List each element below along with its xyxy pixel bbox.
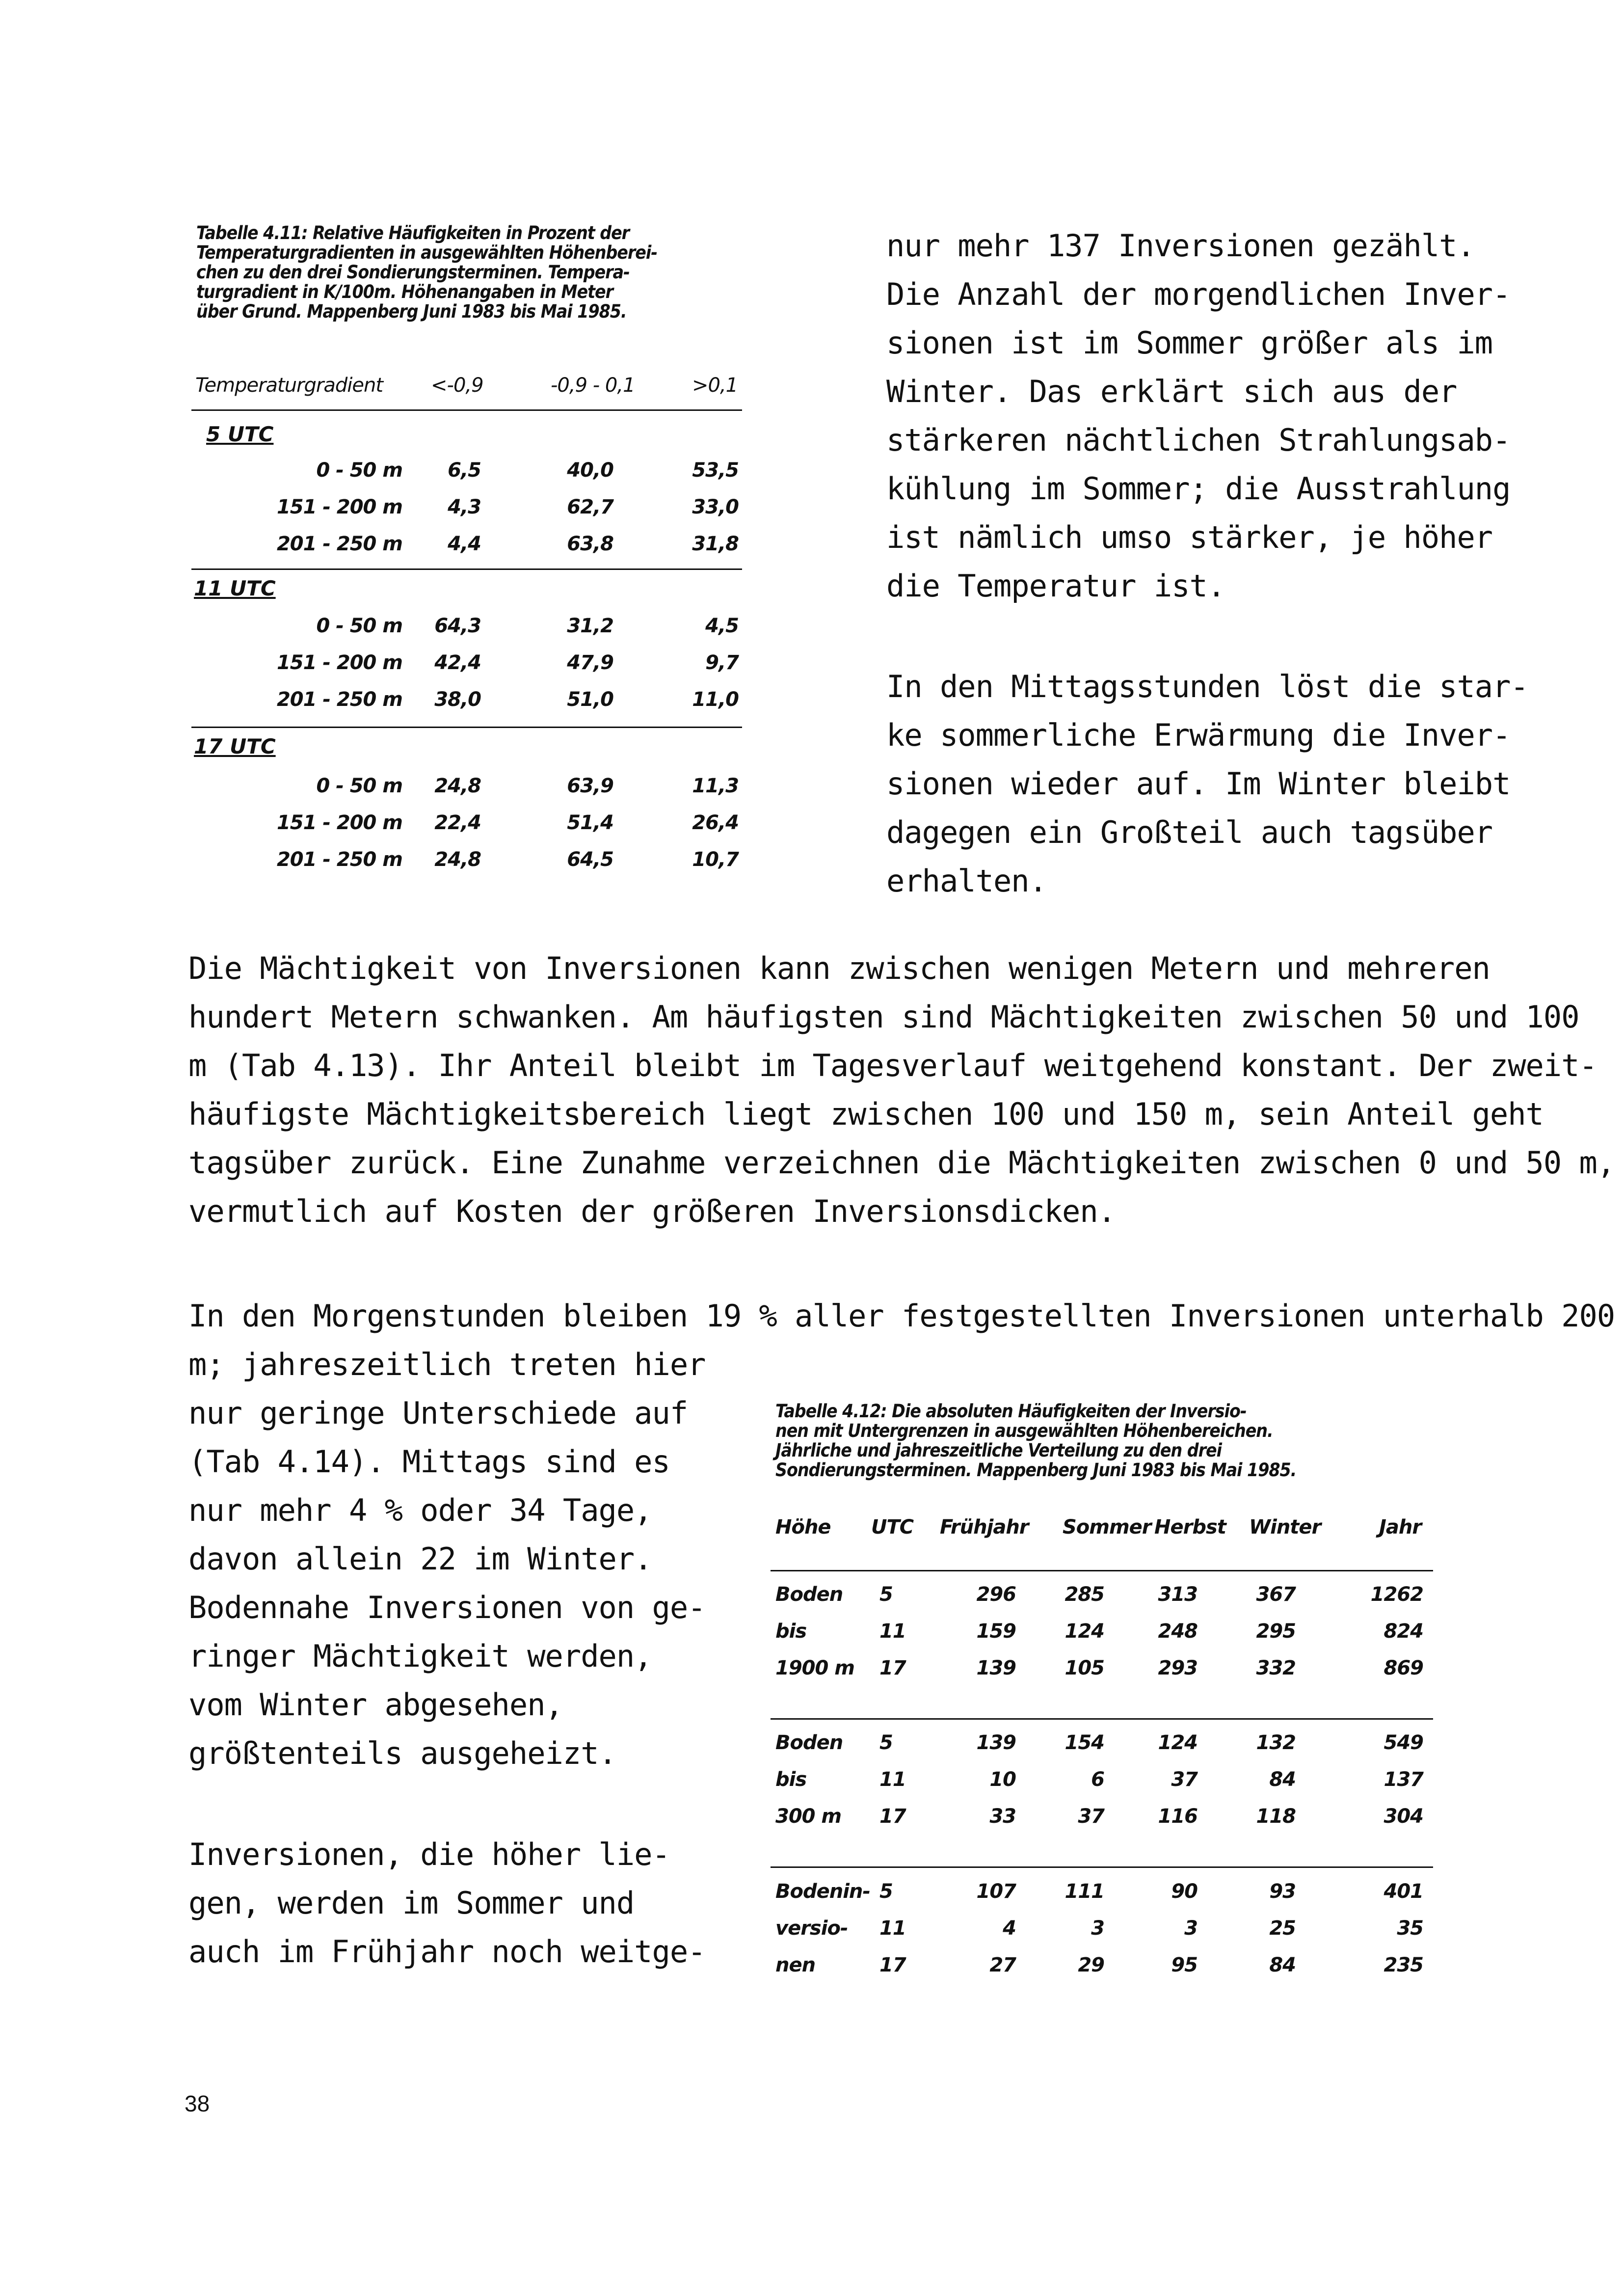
table-cell: 201 - 250 m <box>276 688 402 711</box>
table-4-12-rule <box>771 1718 1433 1720</box>
table-cell: 22,4 <box>434 811 481 834</box>
table-cell: 11 <box>879 1768 906 1791</box>
table-4-11-rule <box>191 409 742 411</box>
table-4-12-header-herbst: Herbst <box>1154 1516 1226 1539</box>
table-cell: 51,0 <box>567 688 613 711</box>
table-cell: 24,8 <box>434 848 481 871</box>
table-cell: bis <box>775 1768 807 1791</box>
table-cell: 24,8 <box>434 775 481 797</box>
full-width-paragraph-2-line-1: In den Morgenstunden bleiben 19 % aller festgestellten Inversionen unterhalb 200 <box>188 1298 1615 1334</box>
left-column-paragraph-2: m; jahreszeitlich treten hier nur geringe Unterschiede auf (Tab 4.14). Mittags sind es nur mehr 4 % oder 34 Tage, davon allein 22 im Winter. Bodennahe Inversionen von ge- ringer Mächtigkeit werden, vom Winter abgesehen, größtenteils ausgeheizt. <box>188 1347 706 1771</box>
table-cell: 31,8 <box>692 533 739 555</box>
table-cell: Boden <box>775 1731 843 1754</box>
table-cell: 53,5 <box>692 459 739 482</box>
table-cell: versio- <box>775 1917 848 1940</box>
table-4-11-rule <box>191 727 742 728</box>
table-cell: 42,4 <box>434 651 481 674</box>
table-cell: 124 <box>1064 1620 1104 1643</box>
table-cell: 64,3 <box>434 615 481 637</box>
table-4-12-header-sommer: Sommer <box>1063 1516 1151 1539</box>
table-cell: 47,9 <box>567 651 613 674</box>
table-4-11 <box>191 368 746 889</box>
table-cell: 107 <box>976 1880 1016 1903</box>
table-cell: 37 <box>1171 1768 1197 1791</box>
table-cell: 151 - 200 m <box>276 496 402 518</box>
table-cell: 824 <box>1384 1620 1423 1643</box>
table-cell: 26,4 <box>692 811 739 834</box>
table-cell: 31,2 <box>567 615 613 637</box>
table-cell: 33 <box>989 1805 1016 1828</box>
table-cell: 5 <box>879 1583 893 1606</box>
table-cell: 111 <box>1064 1880 1104 1903</box>
table-cell: 869 <box>1384 1657 1423 1679</box>
table-cell: 63,9 <box>567 775 613 797</box>
table-cell: 3 <box>1091 1917 1104 1940</box>
left-column-paragraph-3: Inversionen, die höher lie- gen, werden im Sommer und auch im Frühjahr noch weitge- <box>188 1837 706 1970</box>
table-4-11-group-17utc: 17 UTC <box>194 734 276 758</box>
table-cell: 25 <box>1269 1917 1296 1940</box>
table-cell: 4 <box>1003 1917 1016 1940</box>
table-cell: 0 - 50 m <box>316 615 402 637</box>
table-cell: 549 <box>1384 1731 1423 1754</box>
table-4-11-header-col1: <-0,9 <box>431 374 483 397</box>
table-4-12-header-fruehjahr: Frühjahr <box>940 1516 1029 1539</box>
table-cell: 51,4 <box>567 811 613 834</box>
table-4-12-header-utc: UTC <box>871 1516 914 1539</box>
table-cell: 296 <box>976 1583 1016 1606</box>
table-4-12-caption: Tabelle 4.12: Die absoluten Häufigkeiten der Inversio- nen mit Untergrenzen in ausgewählten Höhenbereichen. Jährliche und jahreszeitliche Verteilung zu den drei Sondierungsterminen. Mappenberg Juni 1983 bis Mai 1985. <box>775 1401 1297 1481</box>
table-cell: bis <box>775 1620 807 1643</box>
table-cell: 5 <box>879 1880 893 1903</box>
table-cell: 6,5 <box>448 459 481 482</box>
table-cell: 93 <box>1269 1880 1296 1903</box>
table-cell: 116 <box>1158 1805 1197 1828</box>
table-cell: 105 <box>1064 1657 1104 1679</box>
table-cell: 154 <box>1064 1731 1104 1754</box>
table-cell: 1262 <box>1370 1583 1423 1606</box>
table-cell: Boden <box>775 1583 843 1606</box>
table-4-12-header-hoehe: Höhe <box>775 1516 831 1539</box>
table-cell: 300 m <box>775 1805 842 1828</box>
table-cell: 90 <box>1171 1880 1197 1903</box>
table-cell: 4,3 <box>448 496 481 518</box>
table-cell: 118 <box>1256 1805 1296 1828</box>
table-4-11-group-5utc: 5 UTC <box>206 422 274 446</box>
table-cell: nen <box>775 1954 816 1976</box>
table-cell: 401 <box>1384 1880 1423 1903</box>
table-cell: 137 <box>1384 1768 1423 1791</box>
table-cell: 6 <box>1091 1768 1104 1791</box>
table-4-12-header-winter: Winter <box>1249 1516 1321 1539</box>
table-4-12-rule <box>771 1570 1433 1571</box>
right-column-paragraph-2: In den Mittagsstunden löst die star- ke sommerliche Erwärmung die Inver- sionen wieder auf. Im Winter bleibt dagegen ein Großteil auch tagsüber erhalten. <box>886 669 1528 899</box>
table-cell: 10 <box>989 1768 1016 1791</box>
table-cell: 95 <box>1171 1954 1197 1976</box>
table-cell: 17 <box>879 1954 906 1976</box>
table-cell: 159 <box>976 1620 1016 1643</box>
table-cell: 4,4 <box>448 533 481 555</box>
table-cell: 1900 m <box>775 1657 854 1679</box>
table-cell: 64,5 <box>567 848 613 871</box>
table-cell: 4,5 <box>705 615 739 637</box>
table-cell: 295 <box>1256 1620 1296 1643</box>
table-cell: 62,7 <box>567 496 613 518</box>
table-cell: 11 <box>879 1620 906 1643</box>
table-cell: 10,7 <box>692 848 739 871</box>
table-cell: 151 - 200 m <box>276 811 402 834</box>
table-cell: 17 <box>879 1805 906 1828</box>
table-4-12 <box>771 1512 1433 1998</box>
table-cell: 293 <box>1158 1657 1197 1679</box>
table-cell: 235 <box>1384 1954 1423 1976</box>
table-cell: 0 - 50 m <box>316 459 402 482</box>
table-cell: 367 <box>1256 1583 1296 1606</box>
table-cell: 63,8 <box>567 533 613 555</box>
table-cell: 139 <box>976 1657 1016 1679</box>
table-cell: 304 <box>1384 1805 1423 1828</box>
table-cell: 11 <box>879 1917 906 1940</box>
table-cell: 11,3 <box>692 775 739 797</box>
table-cell: Bodenin- <box>775 1880 870 1903</box>
table-4-12-rule <box>771 1866 1433 1868</box>
table-cell: 151 - 200 m <box>276 651 402 674</box>
table-4-11-rule <box>191 568 742 570</box>
table-cell: 17 <box>879 1657 906 1679</box>
table-cell: 285 <box>1064 1583 1104 1606</box>
table-4-11-group-11utc: 11 UTC <box>194 576 276 600</box>
table-cell: 313 <box>1158 1583 1197 1606</box>
page-number: 38 <box>185 2091 210 2116</box>
table-cell: 27 <box>989 1954 1016 1976</box>
table-cell: 5 <box>879 1731 893 1754</box>
table-cell: 11,0 <box>692 688 739 711</box>
table-cell: 124 <box>1158 1731 1197 1754</box>
table-cell: 33,0 <box>692 496 739 518</box>
table-4-11-caption: Tabelle 4.11: Relative Häufigkeiten in Prozent der Temperaturgradienten in ausgewählten Höhenberei- chen zu den drei Sondierungsterminen. Tempera- turgradient in K/100m. Höhenangaben in Meter über Grund. Mappenberg Juni 1983 bis Mai 1985. <box>196 222 658 322</box>
table-cell: 38,0 <box>434 688 481 711</box>
table-cell: 201 - 250 m <box>276 848 402 871</box>
table-cell: 37 <box>1078 1805 1104 1828</box>
table-cell: 9,7 <box>705 651 739 674</box>
table-cell: 40,0 <box>567 459 613 482</box>
table-cell: 248 <box>1158 1620 1197 1643</box>
table-cell: 201 - 250 m <box>276 533 402 555</box>
right-column-paragraph-1: nur mehr 137 Inversionen gezählt. Die Anzahl der morgendlichen Inver- sionen ist im Sommer größer als im Winter. Das erklärt sich aus der stärkeren nächtlichen Strahlungsab- kühlung im Sommer; die Ausstrahlung ist nämlich umso stärker, je höher die Temperatur ist. <box>886 228 1511 604</box>
table-4-11-header-col2: -0,9 - 0,1 <box>551 374 635 397</box>
table-cell: 29 <box>1078 1954 1104 1976</box>
table-cell: 84 <box>1269 1954 1296 1976</box>
full-width-paragraph-1: Die Mächtigkeit von Inversionen kann zwischen wenigen Metern und mehreren hundert Metern schwanken. Am häufigsten sind Mächtigkeiten zwischen 50 und 100 m (Tab 4.13). Ihr Anteil bleibt im Tagesverlauf weitgehend konstant. Der zweit- häufigste Mächtigkeitsbereich liegt zwischen 100 und 150 m, sein Anteil geht tagsüber zurück. Eine Zunahme verzeichnen die Mächtigkeiten zwischen 0 und 50 m, vermutlich auf Kosten der größeren Inversionsdicken. <box>188 950 1615 1229</box>
table-cell: 84 <box>1269 1768 1296 1791</box>
table-cell: 3 <box>1184 1917 1197 1940</box>
table-4-12-header-jahr: Jahr <box>1379 1516 1422 1539</box>
table-4-11-header-label: Temperaturgradient <box>195 374 383 397</box>
table-4-11-header-col3: >0,1 <box>692 374 738 397</box>
table-cell: 0 - 50 m <box>316 775 402 797</box>
table-cell: 139 <box>976 1731 1016 1754</box>
table-cell: 35 <box>1397 1917 1423 1940</box>
table-cell: 132 <box>1256 1731 1296 1754</box>
table-cell: 332 <box>1256 1657 1296 1679</box>
